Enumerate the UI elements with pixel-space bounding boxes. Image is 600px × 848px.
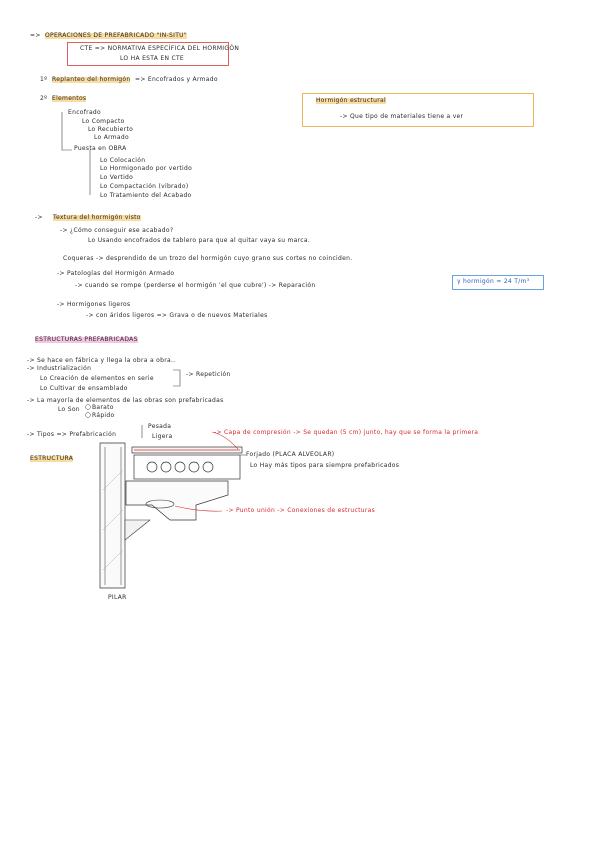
section-1-highlight: Replanteo del hormigón — [52, 76, 131, 83]
estructuras-item: -> Industrialización — [27, 365, 92, 372]
page-title: OPERACIONES DE PREFABRICADO "IN-SITU" — [45, 32, 187, 39]
obra-item: Lo Tratamiento del Acabado — [100, 192, 192, 199]
title-arrow: => — [30, 32, 41, 39]
repeticion-note: -> Repetición — [186, 371, 231, 378]
definition-line-1: CTE => NORMATIVA ESPECÍFICA DEL HORMIGÓN — [80, 45, 240, 52]
diagram-label: ESTRUCTURA — [30, 455, 74, 462]
estructuras-title: ESTRUCTURAS PREFABRICADAS — [35, 336, 138, 343]
union-note: -> Punto unión -> Conexiones de estructuras — [226, 507, 376, 514]
pilar-label: PILAR — [108, 594, 127, 601]
obra-item: Lo Colocación — [100, 157, 146, 164]
obra-item: Lo Vertido — [100, 174, 134, 181]
element-item: Lo Recubierto — [88, 126, 134, 133]
density-formula: γ hormigón ≈ 24 T/m³ — [457, 278, 530, 285]
patologias-title: -> Patologías del Hormigón Armado — [57, 270, 175, 277]
estructuras-item: Lo Cultivar de ensamblado — [40, 385, 128, 392]
capa-compresion-note: -> Capa de compresión -> Se quedan (5 cm) junto, hay que se forma la primera — [214, 429, 479, 436]
textura-question: -> ¿Cómo conseguir ese acabado? — [60, 227, 174, 234]
estructuras-item: -> La mayoría de elementos de las obras son prefabricadas — [27, 397, 224, 404]
section-1-number: 1º — [40, 76, 48, 83]
section-2-number: 2º — [40, 95, 48, 102]
estructuras-item: Lo Creación de elementos en serie — [40, 375, 154, 382]
estructuras-item: Lo Son — [58, 406, 80, 413]
side-note-title: Hormigón estructural — [316, 97, 386, 104]
textura-arrow: -> — [35, 214, 43, 221]
hormigones-title: -> Hormigones ligeros — [57, 301, 131, 308]
coqueras-note: Coqueras -> desprendido de un trozo del hormigón cuyo grano sus cortes no coinciden. — [63, 255, 353, 262]
estructuras-item: Barato — [92, 404, 114, 411]
hormigones-detail: -> con áridos ligeros => Grava o de nuevos Materiales — [86, 312, 268, 319]
definition-line-2: LO HA ESTA EN CTE — [120, 55, 185, 62]
obra-item: Lo Hormigonado por vertido — [100, 165, 193, 172]
estructuras-item: Rápido — [92, 412, 115, 419]
forjado-label: Forjado (PLACA ALVEOLAR) — [246, 451, 335, 458]
tipos-ligera: Ligera — [152, 433, 173, 440]
tipos-pesada: Pesada — [148, 423, 172, 430]
obra-item: Lo Compactación (vibrado) — [100, 183, 189, 190]
element-item: Lo Compacto — [82, 118, 125, 125]
element-item: Encofrado — [68, 109, 101, 116]
side-note-text: -> Que tipo de materiales tiene a ver — [340, 113, 464, 120]
forjado-note: Lo Hay más tipos para siempre prefabricados — [250, 462, 400, 469]
section-1-text: => Encofrados y Armado — [135, 76, 218, 83]
structure-diagram — [100, 432, 246, 588]
tipos-note: -> Tipos => Prefabricación — [27, 431, 117, 438]
obra-title: Puesta en OBRA — [74, 145, 127, 152]
element-item: Lo Armado — [94, 134, 129, 141]
textura-title: Textura del hormigón visto — [53, 214, 141, 221]
patologias-detail: -> cuando se rompe (perderse el hormigón 'el que cubre') -> Reparación — [75, 282, 316, 289]
textura-answer: Lo Usando encofrados de tablero para que al quitar vaya su marca. — [88, 237, 311, 244]
estructuras-item: -> Se hace en fábrica y llega la obra a obra.. — [27, 357, 176, 364]
section-2-title: Elementos — [52, 95, 87, 102]
